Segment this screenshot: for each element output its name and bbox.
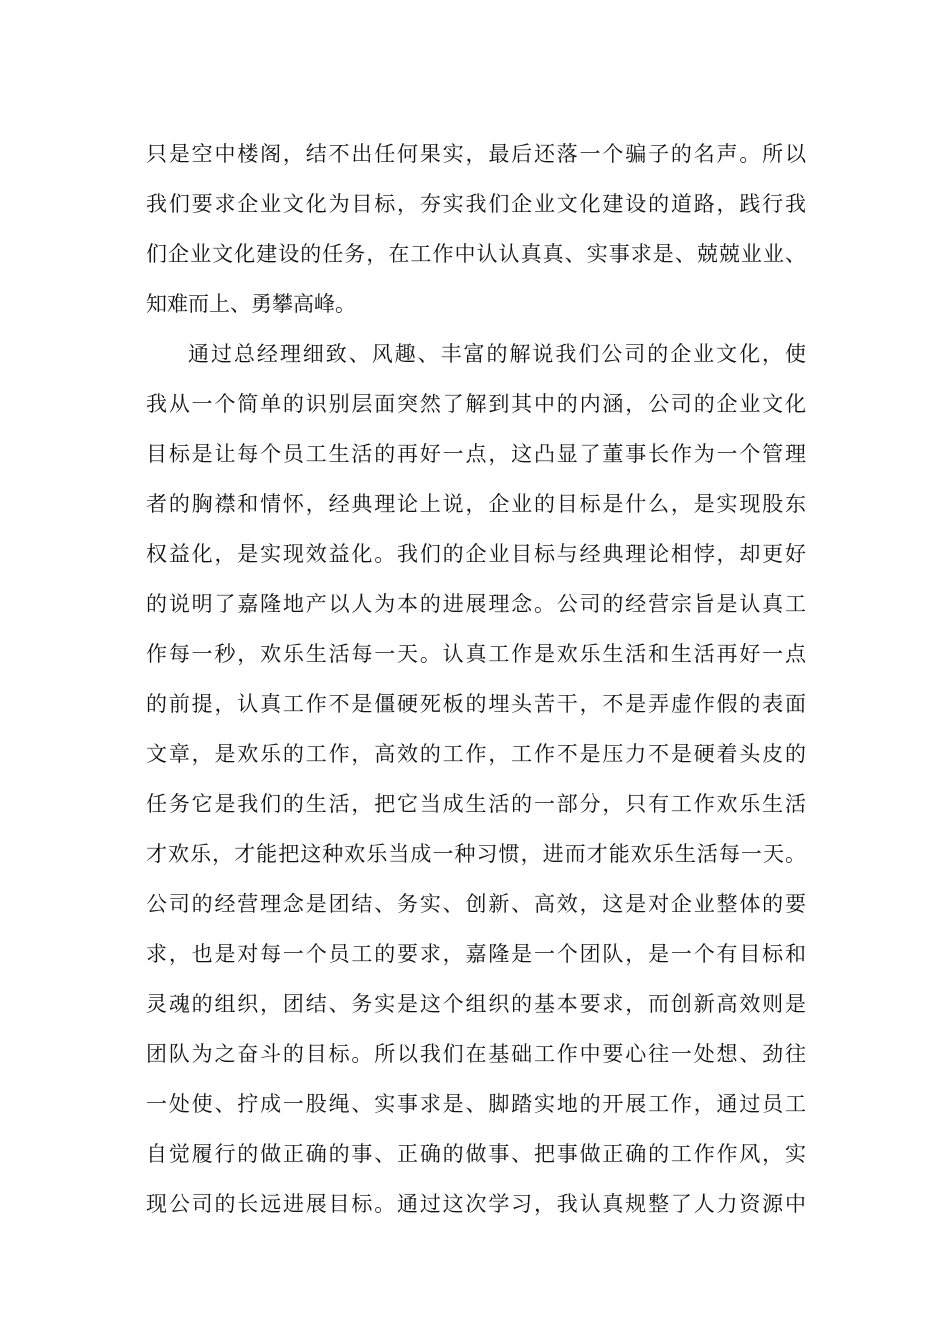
text-line: 文章，是欢乐的工作，高效的工作，工作不是压力不是硬着头皮的: [146, 742, 806, 766]
text-line: 求，也是对每一个员工的要求，嘉隆是一个团队，是一个有目标和: [146, 942, 806, 966]
text-line: 才欢乐，才能把这种欢乐当成一种习惯，进而才能欢乐生活每一天。: [146, 842, 806, 866]
text-line: 的前提，认真工作不是僵硬死板的埋头苦干，不是弄虚作假的表面: [146, 692, 806, 716]
text-line: 作每一秒，欢乐生活每一天。认真工作是欢乐生活和生活再好一点: [146, 642, 806, 666]
paragraph-first-line: 通过总经理细致、风趣、丰富的解说我们公司的企业文化，使: [188, 342, 806, 366]
text-line: 一处使、拧成一股绳、实事求是、脚踏实地的开展工作，通过员工: [146, 1092, 806, 1116]
text-line: 知难而上、勇攀高峰。: [146, 292, 356, 316]
text-line: 的说明了嘉隆地产以人为本的进展理念。公司的经营宗旨是认真工: [146, 592, 806, 616]
text-line: 现公司的长远进展目标。通过这次学习，我认真规整了人力资源中: [146, 1192, 806, 1216]
text-line: 公司的经营理念是团结、务实、创新、高效，这是对企业整体的要: [146, 892, 806, 916]
text-line: 灵魂的组织，团结、务实是这个组织的基本要求，而创新高效则是: [146, 992, 806, 1016]
text-line: 权益化，是实现效益化。我们的企业目标与经典理论相悖，却更好: [146, 542, 806, 566]
text-line: 自觉履行的做正确的事、正确的做事、把事做正确的工作作风，实: [146, 1142, 806, 1166]
text-line: 任务它是我们的生活，把它当成生活的一部分，只有工作欢乐生活: [146, 792, 806, 816]
text-line: 我从一个简单的识别层面突然了解到其中的内涵，公司的企业文化: [146, 392, 806, 416]
text-line: 者的胸襟和情怀，经典理论上说，企业的目标是什么，是实现股东: [146, 492, 806, 516]
text-line: 们企业文化建设的任务，在工作中认认真真、实事求是、兢兢业业、: [146, 242, 806, 266]
text-line: 团队为之奋斗的目标。所以我们在基础工作中要心往一处想、劲往: [146, 1042, 806, 1066]
text-line: 只是空中楼阁，结不出任何果实，最后还落一个骗子的名声。所以: [146, 142, 806, 166]
text-line: 目标是让每个员工生活的再好一点，这凸显了董事长作为一个管理: [146, 442, 806, 466]
text-line: 我们要求企业文化为目标，夯实我们企业文化建设的道路，践行我: [146, 192, 806, 216]
